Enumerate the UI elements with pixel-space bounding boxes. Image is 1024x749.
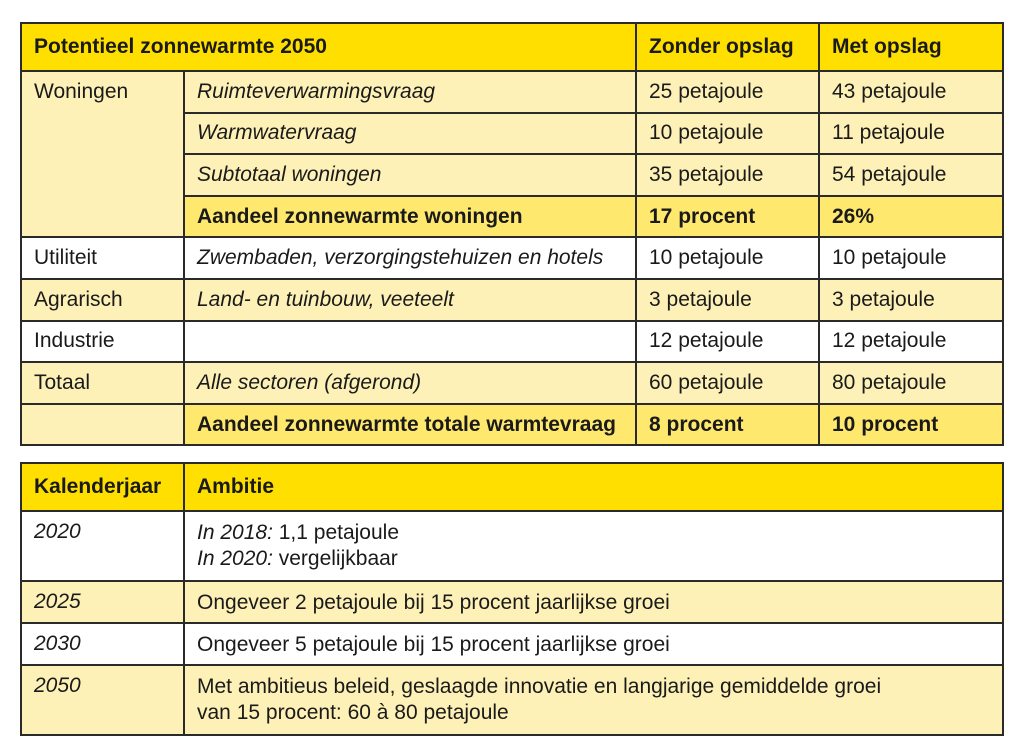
value-cell: 10 petajoule xyxy=(636,113,819,155)
value-cell: 11 petajoule xyxy=(819,113,1003,155)
potential-table xyxy=(20,22,1004,446)
value-cell: 25 petajoule xyxy=(636,71,819,113)
sector-cell xyxy=(21,404,184,446)
header-with-storage: Met opslag xyxy=(819,23,1003,71)
value-cell: 12 petajoule xyxy=(636,321,819,363)
ambition-cell xyxy=(184,511,1003,581)
ambition-line-text: Met ambitieus beleid, geslaagde innovatie en langjarige gemiddelde groei xyxy=(197,675,882,698)
ambition-line-text: van 15 procent: 60 à 80 petajoule xyxy=(197,701,509,724)
value-cell: 10 petajoule xyxy=(636,237,819,279)
ambition-table xyxy=(20,462,1004,736)
value-cell: 10 petajoule xyxy=(819,237,1003,279)
value-cell: 80 petajoule xyxy=(819,362,1003,404)
table-row xyxy=(21,404,1003,446)
ambition-line-label: In 2018: xyxy=(197,521,273,544)
ambition-line-text: 1,1 petajoule xyxy=(272,521,400,544)
item-cell: Land- en tuinbouw, veeteelt xyxy=(184,279,636,321)
item-cell xyxy=(184,321,636,363)
value-cell: 3 petajoule xyxy=(636,279,819,321)
ambition-cell xyxy=(184,623,1003,665)
table-header-row xyxy=(21,463,1003,511)
ambition-line-label: In 2020: xyxy=(197,547,273,570)
sector-cell: Industrie xyxy=(21,321,184,363)
item-cell: Subtotaal woningen xyxy=(184,154,636,196)
year-cell: 2030 xyxy=(21,623,184,665)
value-cell: 10 procent xyxy=(819,404,1003,446)
item-cell: Aandeel zonnewarmte totale warmtevraag xyxy=(184,404,636,446)
sector-cell: Woningen xyxy=(21,71,184,237)
value-cell: 43 petajoule xyxy=(819,71,1003,113)
table-row xyxy=(21,362,1003,404)
value-cell: 17 procent xyxy=(636,196,819,238)
table-header-row xyxy=(21,23,1003,71)
table-row xyxy=(21,511,1003,581)
ambition-line-text: Ongeveer 2 petajoule bij 15 procent jaarlijkse groei xyxy=(197,591,670,614)
item-cell: Zwembaden, verzorgingstehuizen en hotels xyxy=(184,237,636,279)
value-cell: 3 petajoule xyxy=(819,279,1003,321)
ambition-line xyxy=(197,546,990,572)
ambition-line xyxy=(197,520,990,546)
value-cell: 60 petajoule xyxy=(636,362,819,404)
item-cell: Aandeel zonnewarmte woningen xyxy=(184,196,636,238)
value-cell: 26% xyxy=(819,196,1003,238)
year-cell: 2050 xyxy=(21,665,184,735)
header-without-storage: Zonder opslag xyxy=(636,23,819,71)
table-row xyxy=(21,321,1003,363)
item-cell: Alle sectoren (afgerond) xyxy=(184,362,636,404)
sector-cell: Utiliteit xyxy=(21,237,184,279)
value-cell: 12 petajoule xyxy=(819,321,1003,363)
ambition-cell xyxy=(184,581,1003,623)
item-cell: Ruimteverwarmingsvraag xyxy=(184,71,636,113)
value-cell: 35 petajoule xyxy=(636,154,819,196)
ambition-line-text: Ongeveer 5 petajoule bij 15 procent jaarlijkse groei xyxy=(197,633,670,656)
sector-cell: Totaal xyxy=(21,362,184,404)
item-cell: Warmwatervraag xyxy=(184,113,636,155)
header-potential: Potentieel zonnewarmte 2050 xyxy=(21,23,636,71)
table-row xyxy=(21,279,1003,321)
header-ambition: Ambitie xyxy=(184,463,1003,511)
table-row xyxy=(21,581,1003,623)
table-row xyxy=(21,623,1003,665)
ambition-cell xyxy=(184,665,1003,735)
table-row xyxy=(21,71,1003,113)
table-row xyxy=(21,665,1003,735)
value-cell: 54 petajoule xyxy=(819,154,1003,196)
year-cell: 2020 xyxy=(21,511,184,581)
year-cell: 2025 xyxy=(21,581,184,623)
sector-cell: Agrarisch xyxy=(21,279,184,321)
table-row xyxy=(21,237,1003,279)
value-cell: 8 procent xyxy=(636,404,819,446)
ambition-line-text: vergelijkbaar xyxy=(272,547,398,570)
header-year: Kalenderjaar xyxy=(21,463,184,511)
